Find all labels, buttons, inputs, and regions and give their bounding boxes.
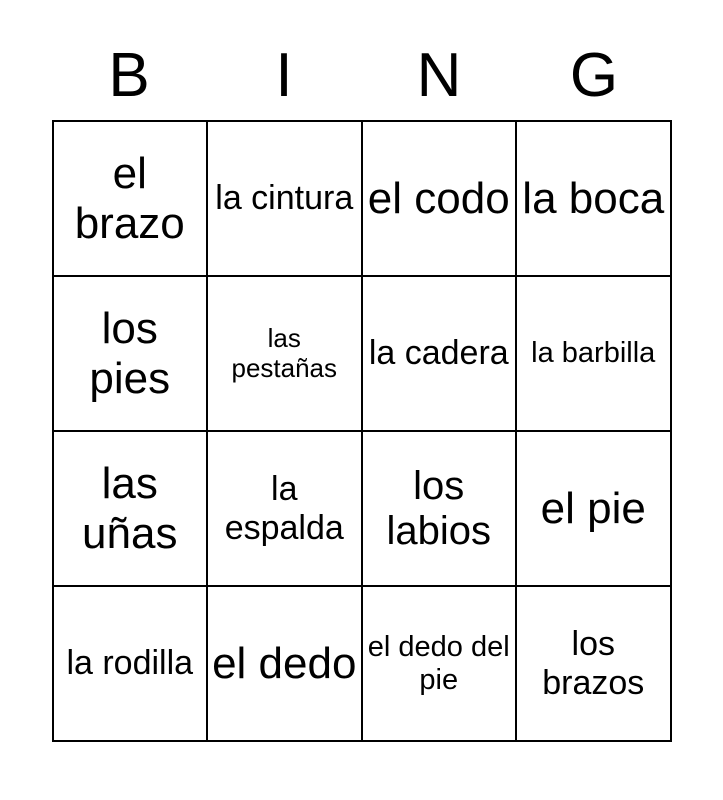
bingo-cell[interactable] (516, 586, 671, 741)
bingo-cell[interactable] (362, 586, 517, 741)
bingo-row (53, 431, 671, 586)
bingo-cell-text: el dedo del pie (367, 631, 510, 696)
header-letter-g: G (569, 41, 619, 110)
bingo-cell[interactable] (207, 121, 362, 276)
bingo-cell[interactable] (516, 121, 671, 276)
bingo-cell[interactable] (362, 431, 517, 586)
bingo-row (53, 276, 671, 431)
bingo-cell[interactable] (53, 586, 208, 741)
bingo-cell-text: la rodilla (66, 644, 194, 683)
bingo-cell-text: el codo (367, 173, 510, 223)
bingo-header (52, 0, 672, 112)
bingo-cell[interactable] (53, 431, 208, 586)
header-letter-n: N (416, 41, 462, 110)
bingo-cell[interactable] (362, 121, 517, 276)
bingo-cell[interactable] (207, 276, 362, 431)
bingo-cell[interactable] (207, 431, 362, 586)
bingo-cell-text: el dedo (212, 638, 357, 688)
bingo-cell-text: el pie (540, 483, 646, 533)
bingo-cell-text: la boca (522, 173, 665, 223)
bingo-cell-text: la cadera (368, 334, 509, 373)
bingo-cell[interactable] (53, 121, 208, 276)
bingo-cell-text: las uñas (82, 459, 178, 558)
bingo-cell-text: los brazos (542, 625, 645, 702)
bingo-row (53, 121, 671, 276)
bingo-cell[interactable] (53, 276, 208, 431)
bingo-cell[interactable] (516, 431, 671, 586)
bingo-cell-text: el brazo (74, 149, 185, 248)
bingo-cell[interactable] (516, 276, 671, 431)
header-letter-i: I (275, 41, 293, 110)
bingo-cell-text: la cintura (215, 179, 354, 218)
bingo-grid (52, 120, 672, 742)
bingo-cell-text: los pies (89, 304, 171, 403)
bingo-cell-text: los labios (386, 463, 491, 553)
bingo-cell[interactable] (207, 586, 362, 741)
bingo-cell[interactable] (362, 276, 517, 431)
bingo-cell-text: la espalda (224, 470, 344, 547)
bingo-row (53, 586, 671, 741)
bingo-cell-text: la barbilla (531, 337, 656, 370)
bingo-cell-text: las pestañas (231, 323, 338, 383)
header-letter-b: B (108, 41, 150, 110)
